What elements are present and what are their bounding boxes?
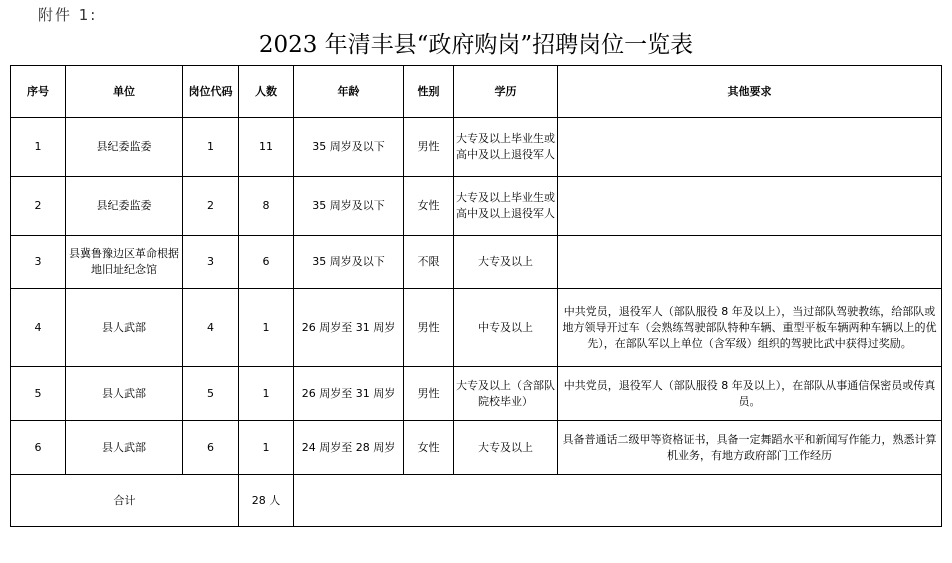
cell-count: 8 xyxy=(239,177,294,236)
cell-seq: 5 xyxy=(11,367,66,421)
header-seq: 序号 xyxy=(11,66,66,118)
cell-count: 1 xyxy=(239,289,294,367)
table-row xyxy=(11,289,942,367)
total-row xyxy=(11,475,942,527)
cell-other xyxy=(558,177,942,236)
cell-seq: 1 xyxy=(11,118,66,177)
cell-seq: 3 xyxy=(11,236,66,289)
cell-age: 35 周岁及以下 xyxy=(294,118,404,177)
table-header-row xyxy=(11,66,942,118)
header-count: 人数 xyxy=(239,66,294,118)
table-row xyxy=(11,118,942,177)
cell-education: 中专及以上 xyxy=(454,289,558,367)
cell-education: 大专及以上 xyxy=(454,236,558,289)
cell-other: 中共党员，退役军人（部队服役 8 年及以上），在部队从事通信保密员或传真员。 xyxy=(558,367,942,421)
cell-other: 中共党员，退役军人（部队服役 8 年及以上），当过部队驾驶教练，给部队或地方领导开过车（会熟练驾驶部队特种车辆、重型平板车辆两种车辆以上的优先），在部队军以上单位（含军级）组织的驾驶比武中获得过奖励。 xyxy=(558,289,942,367)
cell-code: 6 xyxy=(183,421,239,475)
header-unit: 单位 xyxy=(66,66,183,118)
cell-age: 24 周岁至 28 周岁 xyxy=(294,421,404,475)
cell-seq: 2 xyxy=(11,177,66,236)
table-row xyxy=(11,177,942,236)
cell-count: 6 xyxy=(239,236,294,289)
cell-other: 具备普通话二级甲等资格证书，具备一定舞蹈水平和新闻写作能力，熟悉计算机业务，有地方政府部门工作经历 xyxy=(558,421,942,475)
header-age: 年龄 xyxy=(294,66,404,118)
cell-seq: 4 xyxy=(11,289,66,367)
cell-age: 35 周岁及以下 xyxy=(294,236,404,289)
cell-education: 大专及以上 xyxy=(454,421,558,475)
cell-unit: 县人武部 xyxy=(66,289,183,367)
cell-code: 2 xyxy=(183,177,239,236)
header-other: 其他要求 xyxy=(558,66,942,118)
cell-unit: 县人武部 xyxy=(66,367,183,421)
cell-age: 26 周岁至 31 周岁 xyxy=(294,289,404,367)
cell-age: 26 周岁至 31 周岁 xyxy=(294,367,404,421)
attachment-label: 附件 1: xyxy=(38,6,98,24)
cell-other xyxy=(558,118,942,177)
cell-gender: 女性 xyxy=(404,421,454,475)
cell-code: 3 xyxy=(183,236,239,289)
total-count: 28 人 xyxy=(239,475,294,527)
cell-gender: 男性 xyxy=(404,118,454,177)
cell-gender: 不限 xyxy=(404,236,454,289)
header-code: 岗位代码 xyxy=(183,66,239,118)
cell-unit: 县人武部 xyxy=(66,421,183,475)
total-empty-cell xyxy=(294,475,942,527)
cell-code: 5 xyxy=(183,367,239,421)
table-row xyxy=(11,236,942,289)
cell-gender: 女性 xyxy=(404,177,454,236)
cell-education: 大专及以上毕业生或高中及以上退役军人 xyxy=(454,118,558,177)
header-gender: 性别 xyxy=(404,66,454,118)
page-title: 2023 年清丰县“政府购岗”招聘岗位一览表 xyxy=(258,32,694,58)
cell-education: 大专及以上毕业生或高中及以上退役军人 xyxy=(454,177,558,236)
recruitment-table xyxy=(10,65,942,527)
cell-age: 35 周岁及以下 xyxy=(294,177,404,236)
table-row xyxy=(11,367,942,421)
cell-seq: 6 xyxy=(11,421,66,475)
cell-code: 1 xyxy=(183,118,239,177)
cell-count: 1 xyxy=(239,367,294,421)
total-label: 合计 xyxy=(11,475,239,527)
table-row xyxy=(11,421,942,475)
cell-count: 1 xyxy=(239,421,294,475)
cell-code: 4 xyxy=(183,289,239,367)
header-education: 学历 xyxy=(454,66,558,118)
cell-education: 大专及以上（含部队院校毕业） xyxy=(454,367,558,421)
cell-count: 11 xyxy=(239,118,294,177)
cell-unit: 县冀鲁豫边区革命根据地旧址纪念馆 xyxy=(66,236,183,289)
cell-other xyxy=(558,236,942,289)
cell-unit: 县纪委监委 xyxy=(66,177,183,236)
cell-unit: 县纪委监委 xyxy=(66,118,183,177)
cell-gender: 男性 xyxy=(404,367,454,421)
cell-gender: 男性 xyxy=(404,289,454,367)
